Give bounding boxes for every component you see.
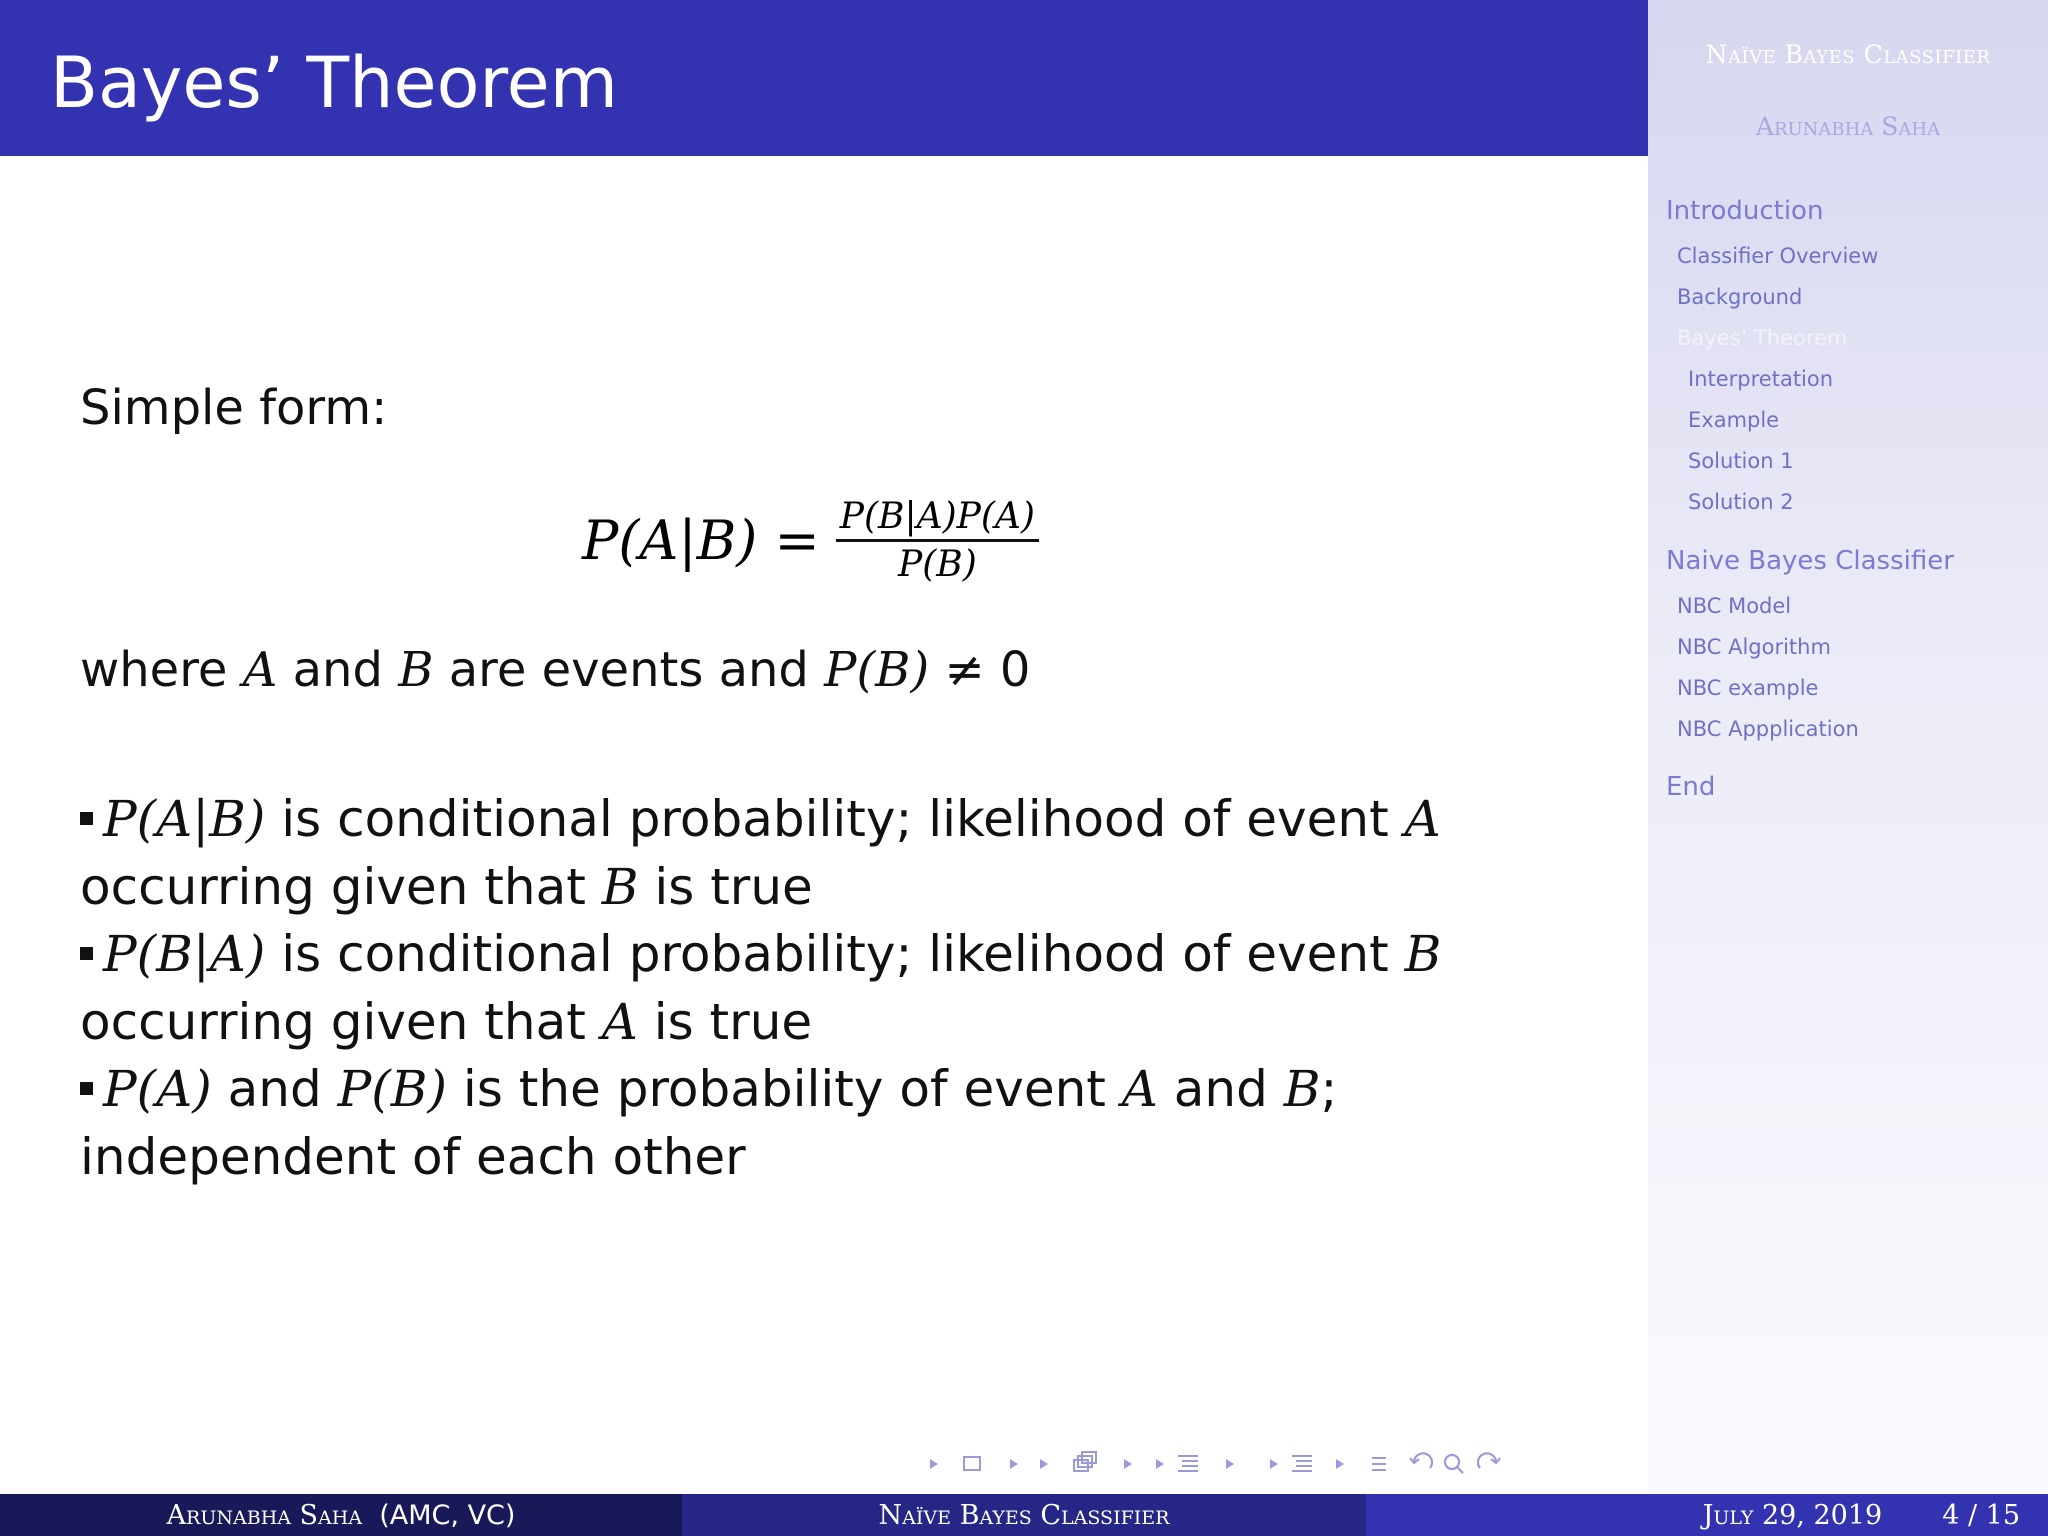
bullet-1-text-2a: occurring given that	[80, 858, 602, 916]
sidebar-item-background[interactable]: Background	[1677, 285, 1803, 309]
bullet-2-var-2: A	[601, 993, 638, 1051]
frame-title-bar	[0, 0, 1648, 156]
bullet-1-text: is conditional probability; likelihood of event	[265, 790, 1405, 848]
footer	[0, 1494, 2048, 1536]
where-neq: ≠ 0	[929, 642, 1031, 698]
nav-search-icon	[1445, 1455, 1459, 1469]
bullet-3-var-b: B	[1283, 1060, 1321, 1118]
footer-author-cell	[0, 1494, 682, 1536]
nav-frame-group	[920, 1448, 1260, 1480]
bullet-2-line-1	[80, 925, 1441, 983]
where-text-3: are events and	[433, 642, 825, 698]
bullet-2-text-2a: occurring given that	[80, 993, 602, 1051]
sidebar-item-nbc-algorithm[interactable]: NBC Algorithm	[1677, 635, 1831, 659]
nav-subsection-left-icon	[1040, 1459, 1048, 1469]
sidebar-item-nbc-example[interactable]: NBC example	[1677, 676, 1819, 700]
nav-document-group	[1260, 1448, 1400, 1480]
navigation-bar	[920, 1448, 1520, 1480]
nav-document-left-icon	[1270, 1459, 1278, 1469]
bullet-marker	[80, 1082, 93, 1095]
footer-date: July 29, 2019	[1702, 1499, 1883, 1531]
nav-subsection-right-icon	[1124, 1459, 1132, 1469]
footer-author: Arunabha Saha	[166, 1499, 363, 1531]
sidebar-item-interpretation[interactable]: Interpretation	[1688, 367, 1834, 391]
nav-frame-icon	[964, 1457, 980, 1470]
bullet-3-text-c: and	[1157, 1060, 1284, 1118]
where-var-b: B	[398, 642, 434, 698]
where-text-1: where	[80, 642, 243, 698]
bullet-2-line-2	[80, 993, 812, 1051]
nav-document-right-icon	[1336, 1459, 1344, 1469]
sidebar-item-naive-bayes-classifier[interactable]: Naive Bayes Classifier	[1666, 546, 1954, 576]
bullet-2-math: P(B|A)	[103, 925, 266, 983]
nav-frame-left-icon	[930, 1459, 938, 1469]
formula-numerator: P(B|A)P(A)	[836, 496, 1039, 542]
bullet-1-line-1	[80, 790, 1441, 848]
bullet-3-math-a: P(A)	[103, 1060, 212, 1118]
sidebar-item-classifier-overview[interactable]: Classifier Overview	[1677, 244, 1879, 268]
footer-affiliation: (AMC, VC)	[379, 1499, 516, 1531]
formula-lhs: P(A|B) =	[582, 508, 820, 572]
bullet-3-text-2: independent of each other	[80, 1128, 746, 1186]
bullet-marker	[80, 947, 93, 960]
sidebar-item-bayes-theorem[interactable]: Bayes’ Theorem	[1677, 326, 1848, 350]
sidebar-title[interactable]: Naïve Bayes Classifier	[1705, 40, 1991, 69]
footer-title-cell	[682, 1494, 1366, 1536]
nav-search-group	[1400, 1448, 1520, 1480]
nav-frame-right-icon	[1010, 1459, 1018, 1469]
sidebar-item-nbc-model[interactable]: NBC Model	[1677, 594, 1792, 618]
bullet-marker	[80, 812, 93, 825]
bullet-3-text-d: ;	[1320, 1060, 1338, 1118]
bullet-2-text-2b: is true	[637, 993, 813, 1051]
formula-denominator: P(B)	[897, 543, 977, 585]
bullet-1-math: P(A|B)	[103, 790, 266, 848]
bullet-3-var-a: A	[1121, 1060, 1158, 1118]
sidebar-item-nbc-application[interactable]: NBC Appplication	[1677, 717, 1859, 741]
bullet-1-var: A	[1404, 790, 1441, 848]
where-text-2: and	[277, 642, 399, 698]
bullet-3-math-b: P(B)	[337, 1060, 448, 1118]
simple-form-label: Simple form:	[80, 380, 388, 436]
where-line	[80, 642, 1030, 698]
sidebar-item-introduction[interactable]: Introduction	[1666, 196, 1824, 226]
where-var-a: A	[242, 642, 278, 698]
bullet-3-text-a: and	[211, 1060, 338, 1118]
bullet-1-text-2b: is true	[638, 858, 813, 916]
sidebar-author[interactable]: Arunabha Saha	[1755, 112, 1941, 141]
footer-page-number: 4 / 15	[1942, 1499, 2020, 1531]
nav-section-left-icon	[1156, 1459, 1164, 1469]
bullet-3-text-b: is the probability of event	[447, 1060, 1122, 1118]
sidebar-item-solution-2[interactable]: Solution 2	[1688, 490, 1794, 514]
sidebar-item-end[interactable]: End	[1666, 772, 1716, 802]
bullet-2-text: is conditional probability; likelihood of event	[265, 925, 1405, 983]
nav-section-right-icon	[1226, 1459, 1234, 1469]
sidebar-item-solution-1[interactable]: Solution 1	[1688, 449, 1794, 473]
bullet-1-var-2: B	[601, 858, 639, 916]
bullet-1-line-2	[80, 858, 813, 916]
footer-date-cell	[1366, 1494, 2048, 1536]
sidebar-item-example[interactable]: Example	[1688, 408, 1780, 432]
bayes-formula	[582, 490, 1039, 590]
sidebar	[1648, 0, 2048, 1494]
footer-title: Naïve Bayes Classifier	[878, 1499, 1170, 1531]
formula-fraction	[836, 496, 1039, 585]
bullet-3-line-2	[80, 1128, 746, 1186]
where-pb: P(B)	[824, 642, 930, 698]
bullet-3-line-1	[80, 1060, 1337, 1118]
bullet-2-var: B	[1404, 925, 1442, 983]
frame-title: Bayes’ Theorem	[50, 42, 618, 124]
